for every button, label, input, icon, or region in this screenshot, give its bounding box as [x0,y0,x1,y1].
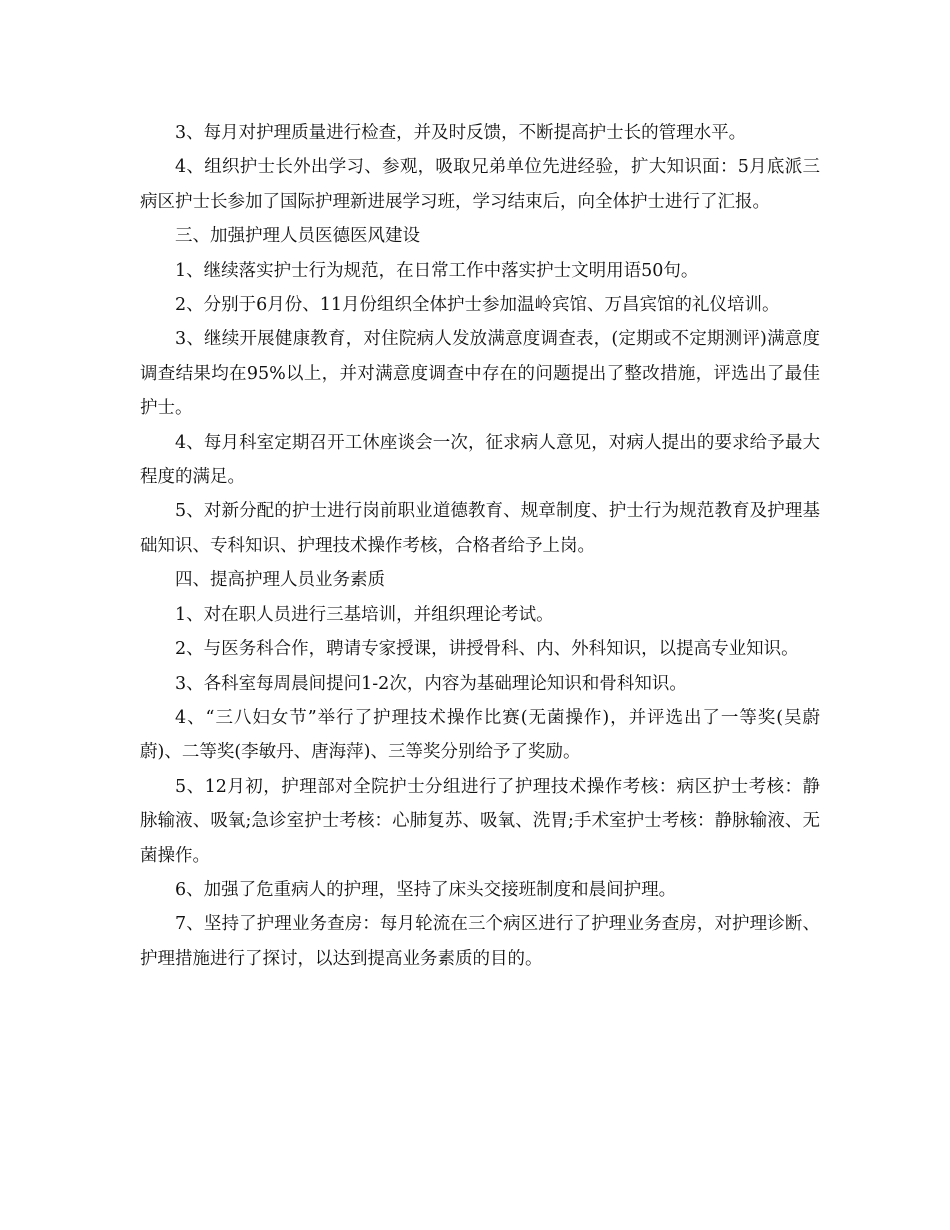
paragraph-new-nurse-education: 5、对新分配的护士进行岗前职业道德教育、规章制度、护士行为规范教育及护理基础知识、专科知识、护理技术操作考核，合格者给予上岗。 [140,501,820,556]
paragraph-expert-lectures: 2、与医务科合作，聘请专家授课，讲授骨科、内、外科知识，以提高专业知识。 [175,639,799,660]
document-body [140,116,820,976]
paragraph-behavior-norms: 1、继续落实护士行为规范，在日常工作中落实护士文明用语50句。 [175,260,699,281]
paragraph-skills-competition: 4、“三八妇女节”举行了护理技术操作比赛(无菌操作)，并评选出了一等奖(吴蔚蔚)、二等奖(李敏丹、唐海萍)、三等奖分别给予了奖励。 [140,707,820,763]
paragraph-critical-care: 6、加强了危重病人的护理，坚持了床头交接班制度和晨间护理。 [175,879,677,900]
paragraph-patient-forum: 4、每月科室定期召开工休座谈会一次，征求病人意见，对病人提出的要求给予最大程度的满足。 [140,432,820,488]
section-heading-ethics: 三、加强护理人员医德医风建设 [175,226,420,247]
paragraph-health-education: 3、继续开展健康教育，对住院病人发放满意度调查表，(定期或不定期测评)满意度调查结果均在95%以上，并对满意度调查中存在的问题提出了整改措施，评选出了最佳护士。 [140,329,820,419]
paragraph-etiquette-training: 2、分别于6月份、11月份组织全体护士参加温岭宾馆、万昌宾馆的礼仪培训。 [175,295,780,316]
paragraph-nursing-rounds: 7、坚持了护理业务查房：每月轮流在三个病区进行了护理业务查房，对护理诊断、护理措施进行了探讨，以达到提高业务素质的目的。 [140,914,820,969]
paragraph-morning-questions: 3、各科室每周晨间提问1-2次，内容为基础理论知识和骨科知识。 [175,673,687,694]
section-heading-professional-quality: 四、提高护理人员业务素质 [175,570,385,591]
paragraph-quality-check: 3、每月对护理质量进行检查，并及时反馈，不断提高护士长的管理水平。 [175,123,747,143]
paragraph-head-nurse-training: 4、组织护士长外出学习、参观，吸取兄弟单位先进经验，扩大知识面：5月底派三病区护士长参加了国际护理新进展学习班，学习结束后，向全体护士进行了汇报。 [140,157,820,212]
paragraph-basic-training: 1、对在职人员进行三基培训，并组织理论考试。 [175,604,554,625]
paragraph-operation-assessment: 5、12月初，护理部对全院护士分组进行了护理技术操作考核：病区护士考核：静脉输液、吸氧;急诊室护士考核：心肺复苏、吸氧、洗胃;手术室护士考核：静脉输液、无菌操作。 [140,776,820,866]
